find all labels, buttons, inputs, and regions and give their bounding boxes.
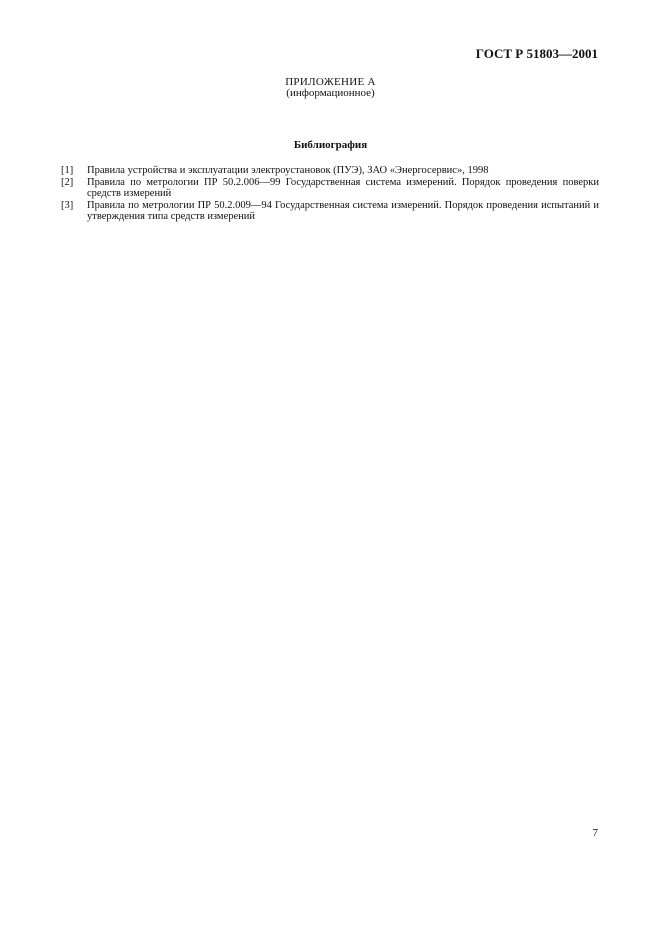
appendix-title: ПРИЛОЖЕНИЕ А: [285, 76, 376, 88]
bibliography-item-text: Правила по метрологии ПР 50.2.009—94 Государственная система измерений. Порядок проведения испытаний и утверждения типа средств измерений: [87, 199, 599, 222]
bibliography-item-number: [3]: [61, 199, 74, 211]
bibliography-item-number: [2]: [61, 176, 74, 188]
bibliography-item-text: Правила по метрологии ПР 50.2.006—99 Государственная система измерений. Порядок проведения поверки средств измерений: [87, 176, 599, 199]
bibliography-item-number: [1]: [61, 165, 74, 176]
bibliography-item: [61, 177, 599, 200]
bibliography-item: [61, 200, 599, 223]
bibliography-heading: Библиография: [293, 139, 368, 151]
appendix-subtitle: (информационное): [286, 87, 375, 99]
bibliography-item-text: Правила устройства и эксплуатации электроустановок (ПУЭ), ЗАО «Энергосервис», 1998: [87, 165, 489, 176]
page-number: 7: [592, 827, 598, 839]
appendix-header: [0, 77, 661, 99]
document-code: ГОСТ Р 51803—2001: [475, 46, 598, 61]
bibliography-list: [61, 165, 599, 223]
bibliography-item: [61, 165, 599, 177]
